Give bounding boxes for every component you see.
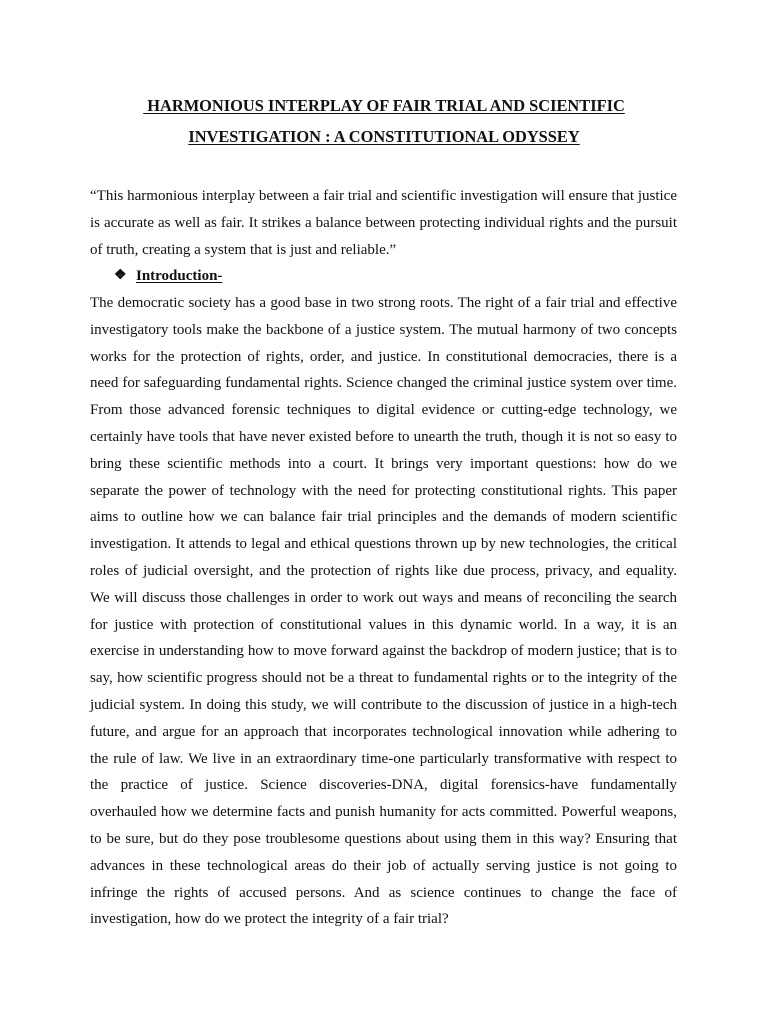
body-line: to be sure, but do they pose troublesome questions about using them in this way? Ensuring that (90, 830, 677, 847)
body-paragraph (90, 290, 677, 933)
body-line: advances in these technological areas do their job of actually serving justice is not going to (90, 857, 677, 874)
body-line: exercise in understanding how to move forward against the backdrop of modern justice; that is to (90, 643, 677, 660)
body-line: infringe the rights of accused persons. And as science continues to change the face of (90, 884, 677, 901)
body-line: aims to outline how we can balance fair trial principles and the demands of modern scientific (90, 509, 677, 526)
body-line: future, and argue for an approach that incorporates technological innovation while adhering to (90, 723, 677, 740)
body-line: say, how scientific progress should not be a threat to fundamental rights or to the integrity of the (90, 670, 677, 687)
body-line: overhauled how we determine facts and punish humanity for acts committed. Powerful weapons, (90, 804, 677, 821)
body-line: need for safeguarding fundamental rights. Science changed the criminal justice system over time. (90, 375, 677, 392)
body-line: judicial system. In doing this study, we will contribute to the discussion of justice in a high-tech (90, 696, 677, 713)
diamond-bullet-icon: ❖ (114, 268, 127, 283)
body-line: the rule of law. We live in an extraordinary time-one particularly transformative with respect to (90, 750, 677, 767)
body-line: separate the power of technology with the need for protecting constitutional rights. This paper (90, 482, 677, 499)
body-line: investigation. It attends to legal and ethical questions thrown up by new technologies, the critical (90, 536, 677, 553)
body-line: roles of judicial oversight, and the protection of rights like due process, privacy, and equality. (90, 562, 677, 579)
title-line-1: HARMONIOUS INTERPLAY OF FAIR TRIAL AND SCIENTIFIC (143, 96, 625, 115)
body-line: for justice with protection of constitutional values in this dynamic world. In a way, it is an (90, 616, 677, 633)
title-line-2: INVESTIGATION : A CONSTITUTIONAL ODYSSEY (188, 127, 580, 146)
section-heading-label: Introduction- (136, 268, 223, 284)
document-title (90, 90, 678, 152)
body-line: the practice of justice. Science discoveries-DNA, digital forensics-have fundamentally (90, 777, 677, 794)
body-line: We will discuss those challenges in order to work out ways and means of reconciling the search (90, 589, 677, 606)
body-line: works for the protection of rights, order, and justice. In constitutional democracies, there is a (90, 348, 677, 365)
body-line: investigation, how do we protect the integrity of a fair trial? (90, 911, 449, 928)
body-line: The democratic society has a good base in two strong roots. The right of a fair trial and effective (90, 295, 677, 311)
body-line: From those advanced forensic techniques to digital evidence or cutting-edge technology, we (90, 402, 677, 419)
section-heading-introduction (114, 263, 222, 290)
body-line: certainly have tools that have never existed before to unearth the truth, though it is not so easy to (90, 428, 677, 445)
body-line: investigatory tools make the backbone of a justice system. The mutual harmony of two concepts (90, 321, 677, 338)
body-line: bring these scientific methods into a court. It brings very important questions: how do we (90, 455, 677, 472)
opening-quote: “This harmonious interplay between a fair trial and scientific investigation will ensure that justice is accurate as well as fair. It strikes a balance between protecting individual rights and the pursuit of truth, creating a system that is just and reliable.” (90, 188, 677, 258)
